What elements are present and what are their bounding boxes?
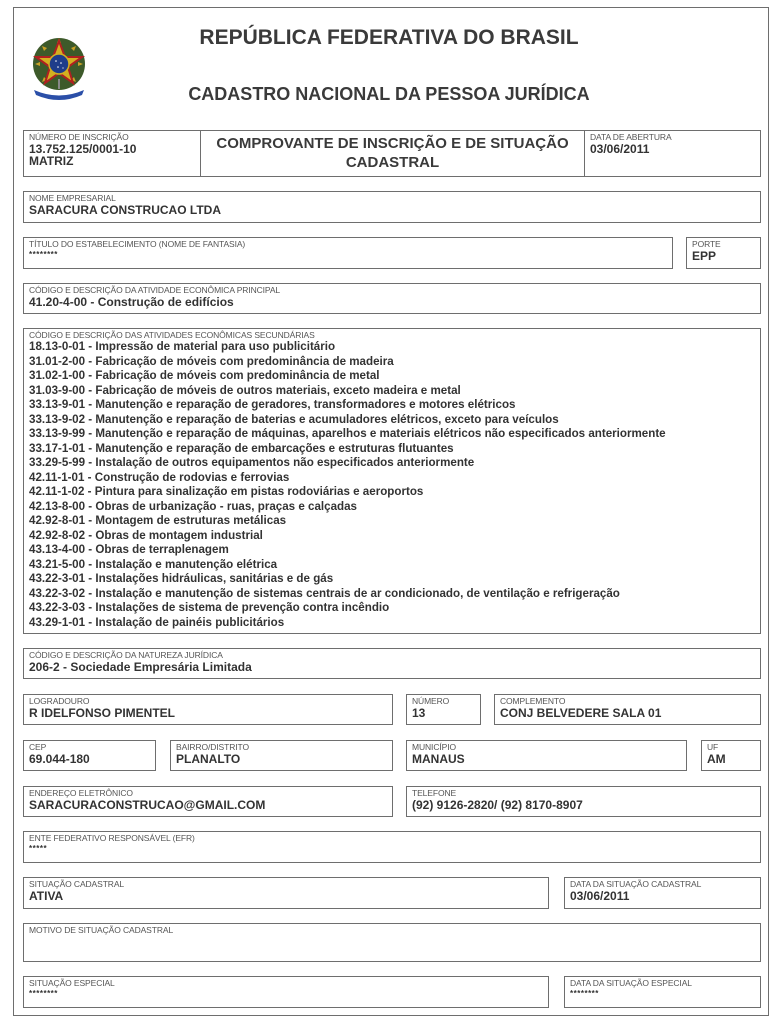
- list-item: 31.03-9-00 - Fabricação de móveis de outros materiais, exceto madeira e metal: [29, 383, 461, 397]
- list-item: 33.13-9-02 - Manutenção e reparação de baterias e acumuladores elétricos, exceto para veículos: [29, 412, 559, 426]
- field-label: CÓDIGO E DESCRIÇÃO DA NATUREZA JURÍDICA: [29, 650, 223, 660]
- field-value: 206-2 - Sociedade Empresária Limitada: [29, 660, 252, 674]
- nome-empresarial-field: [23, 191, 761, 223]
- document-title-line2: CADASTRAL: [345, 154, 440, 171]
- field-value: ********: [29, 989, 58, 998]
- inscricao-value: 13.752.125/0001-10: [29, 142, 137, 156]
- list-item: 43.29-1-01 - Instalação de painéis publicitários: [29, 615, 285, 629]
- field-label: PORTE: [692, 239, 721, 249]
- cep-field: [23, 740, 156, 771]
- field-label: CEP: [29, 742, 47, 752]
- list-item: 43.22-3-02 - Instalação e manutenção de sistemas centrais de ar condicionado, de ventilação e refrigeração: [29, 586, 620, 600]
- subtitle-text: CADASTRO NACIONAL DA PESSOA JURÍDICA: [188, 84, 590, 104]
- field-label: CÓDIGO E DESCRIÇÃO DAS ATIVIDADES ECONÔMICAS SECUNDÁRIAS: [29, 330, 315, 340]
- field-value: EPP: [692, 249, 717, 263]
- list-item: 42.13-8-00 - Obras de urbanização - ruas, praças e calçadas: [29, 499, 358, 513]
- inscricao-label: NÚMERO DE INSCRIÇÃO: [29, 132, 129, 142]
- field-label: COMPLEMENTO: [500, 696, 566, 706]
- inscricao-type: MATRIZ: [29, 154, 74, 168]
- list-item: 43.21-5-00 - Instalação e manutenção elétrica: [29, 557, 278, 571]
- list-item: 18.13-0-01 - Impressão de material para uso publicitário: [29, 340, 336, 353]
- complemento-field: [494, 694, 761, 725]
- title-text: REPÚBLICA FEDERATIVA DO BRASIL: [199, 26, 579, 49]
- list-item: 42.11-1-01 - Construção de rodovias e ferrovias: [29, 470, 290, 484]
- field-value: SARACURACONSTRUCAO@GMAIL.COM: [29, 798, 266, 812]
- list-item: 43.22-3-03 - Instalações de sistema de prevenção contra incêndio: [29, 601, 390, 614]
- list-item: 33.13-9-99 - Manutenção e reparação de máquinas, aparelhos e materiais elétricos não especificados anteriormente: [29, 427, 666, 440]
- field-label: TÍTULO DO ESTABELECIMENTO (NOME DE FANTASIA): [29, 239, 246, 249]
- list-item: 33.29-5-99 - Instalação de outros equipamentos não especificados anteriormente: [29, 456, 475, 469]
- data-situacao-especial-field: [564, 976, 761, 1008]
- data-situacao-cadastral-field: [564, 877, 761, 909]
- list-item: 42.11-1-02 - Pintura para sinalização em pistas rodoviárias e aeroportos: [29, 485, 424, 498]
- atividades-secundarias-field: [23, 328, 761, 634]
- field-label: UF: [707, 742, 719, 752]
- field-label: DATA DA SITUAÇÃO CADASTRAL: [570, 879, 702, 889]
- field-label: LOGRADOURO: [29, 696, 90, 706]
- field-value: 41.20-4-00 - Construção de edifícios: [29, 295, 234, 309]
- field-label: ENDEREÇO ELETRÔNICO: [29, 788, 133, 798]
- abertura-label: DATA DE ABERTURA: [590, 132, 672, 142]
- list-item: 43.13-4-00 - Obras de terraplenagem: [29, 543, 229, 556]
- uf-field: [701, 740, 761, 771]
- field-label: MOTIVO DE SITUAÇÃO CADASTRAL: [29, 925, 174, 935]
- email-field: [23, 786, 393, 817]
- motivo-situacao-field: [23, 923, 761, 962]
- field-value: 03/06/2011: [570, 889, 630, 903]
- abertura-value: 03/06/2011: [590, 142, 650, 156]
- field-label: CÓDIGO E DESCRIÇÃO DA ATIVIDADE ECONÔMICA PRINCIPAL: [29, 285, 281, 295]
- field-value: CONJ BELVEDERE SALA 01: [500, 706, 662, 720]
- field-label: ENTE FEDERATIVO RESPONSÁVEL (EFR): [29, 833, 195, 843]
- field-label: SITUAÇÃO ESPECIAL: [29, 978, 115, 988]
- telefone-field: [406, 786, 761, 817]
- field-label: NÚMERO: [412, 696, 450, 706]
- document-title-line1: COMPROVANTE DE INSCRIÇÃO E DE SITUAÇÃO: [216, 135, 569, 152]
- document-title-cell: [201, 131, 585, 176]
- field-value: SARACURA CONSTRUCAO LTDA: [29, 203, 221, 217]
- field-value: ATIVA: [29, 889, 64, 903]
- efr-field: [23, 831, 761, 863]
- porte-field: [686, 237, 761, 269]
- list-item: 33.13-9-01 - Manutenção e reparação de geradores, transformadores e motores elétricos: [29, 398, 516, 411]
- titulo-estabelecimento-field: [23, 237, 673, 269]
- field-value: ********: [570, 989, 599, 998]
- atividade-principal-field: [23, 283, 761, 314]
- field-label: SITUAÇÃO CADASTRAL: [29, 879, 125, 889]
- situacao-cadastral-field: [23, 877, 549, 909]
- field-value: 13: [412, 706, 426, 720]
- field-value: R IDELFONSO PIMENTEL: [29, 706, 176, 720]
- situacao-especial-field: [23, 976, 549, 1008]
- field-value: (92) 9126-2820/ (92) 8170-8907: [412, 798, 583, 812]
- field-value: ********: [29, 250, 58, 259]
- logradouro-field: [23, 694, 393, 725]
- list-item: 43.22-3-01 - Instalações hidráulicas, sanitárias e de gás: [29, 572, 334, 585]
- natureza-juridica-field: [23, 648, 761, 679]
- field-value: *****: [29, 844, 48, 853]
- list-item: 42.92-8-02 - Obras de montagem industrial: [29, 528, 263, 542]
- field-value: PLANALTO: [176, 752, 241, 766]
- inscricao-row: [23, 130, 761, 177]
- field-value: MANAUS: [412, 752, 465, 766]
- list-item: 42.92-8-01 - Montagem de estruturas metálicas: [29, 514, 287, 527]
- bairro-field: [170, 740, 393, 771]
- field-value: 69.044-180: [29, 752, 90, 766]
- page-subtitle: [0, 84, 778, 105]
- municipio-field: [406, 740, 687, 771]
- numero-field: [406, 694, 481, 725]
- field-label: MUNICÍPIO: [412, 742, 456, 752]
- abertura-cell: [585, 131, 760, 176]
- field-label: NOME EMPRESARIAL: [29, 193, 116, 203]
- secondary-activities-list: [29, 340, 666, 630]
- inscricao-cell: [24, 131, 201, 176]
- field-label: DATA DA SITUAÇÃO ESPECIAL: [570, 978, 692, 988]
- field-label: TELEFONE: [412, 788, 457, 798]
- field-label: BAIRRO/DISTRITO: [176, 742, 249, 752]
- list-item: 33.17-1-01 - Manutenção e reparação de embarcações e estruturas flutuantes: [29, 441, 454, 455]
- field-value: AM: [707, 752, 726, 766]
- page-title: [0, 26, 778, 50]
- list-item: 31.02-1-00 - Fabricação de móveis com predominância de metal: [29, 369, 380, 382]
- list-item: 31.01-2-00 - Fabricação de móveis com predominância de madeira: [29, 354, 394, 368]
